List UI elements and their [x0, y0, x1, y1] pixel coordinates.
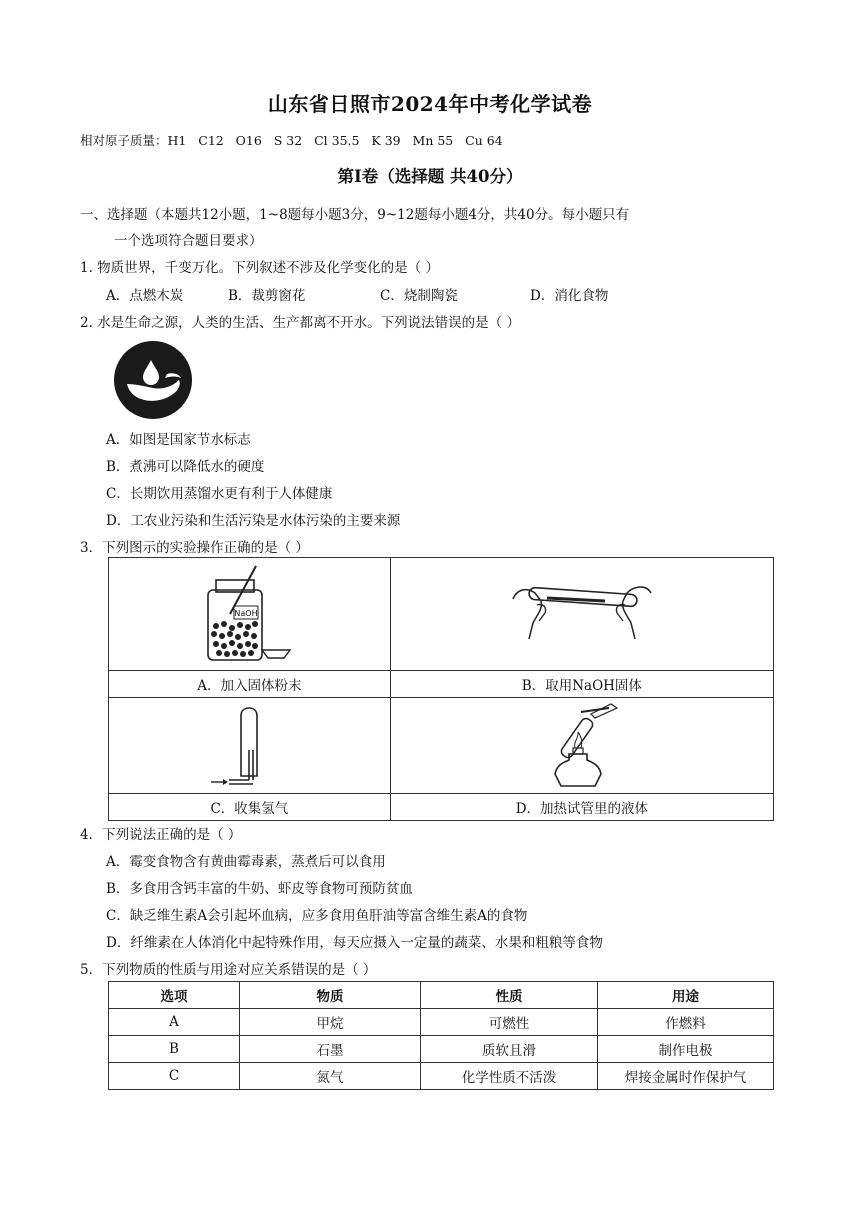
table-cell: A — [109, 1009, 240, 1036]
question-1-option-c: C．烧制陶瓷 — [380, 288, 458, 304]
table-cell: B — [109, 1036, 240, 1063]
figure-d-cell — [390, 698, 773, 794]
table-cell: 甲烷 — [240, 1009, 421, 1036]
question-2-stem: 2. 水是生命之源，人类的生活、生产都离不开水。下列说法错误的是（ ） — [80, 315, 520, 331]
question-1-option-b: B．裁剪窗花 — [228, 288, 306, 304]
question-4-option-b: B．多食用含钙丰富的牛奶、虾皮等食物可预防贫血 — [106, 881, 413, 897]
question-4-option-c: C．缺乏维生素A会引起坏血病，应多食用鱼肝油等富含维生素A的食物 — [106, 908, 528, 924]
question-3-stem: 3．下列图示的实验操作正确的是（ ） — [80, 540, 309, 556]
table-cell: 石墨 — [240, 1036, 421, 1063]
question-2-option-c: C．长期饮用蒸馏水更有利于人体健康 — [106, 486, 333, 502]
table-cell: 制作电极 — [598, 1036, 774, 1063]
naoh-label: NaOH — [234, 609, 258, 618]
page-title: 山东省日照市2024年中考化学试卷 — [267, 92, 593, 116]
question-4-stem: 4．下列说法正确的是（ ） — [80, 827, 242, 843]
question-2-option-a: A．如图是国家节水标志 — [106, 432, 251, 448]
reagent-jar-figure — [194, 564, 304, 664]
figure-a-cell — [109, 558, 391, 671]
intro-line-2: 一个选项符合题目要求） — [114, 233, 263, 249]
figure-b-caption: B．取用NaOH固体 — [390, 671, 773, 698]
gas-collection-figure — [209, 704, 289, 788]
question-5-stem: 5．下列物质的性质与用途对应关系错误的是（ ） — [80, 962, 377, 978]
figure-c-caption: C．收集氢气 — [109, 794, 391, 821]
section-title: 第Ⅰ卷（选择题 共40分） — [337, 167, 523, 186]
table-row — [109, 1036, 774, 1063]
table-row — [109, 1009, 774, 1036]
table-cell: 氮气 — [240, 1063, 421, 1090]
question-4-option-d: D．纤维素在人体消化中起特殊作用，每天应摄入一定量的蔬菜、水果和粗粮等食物 — [106, 935, 603, 951]
question-2-option-d: D．工农业污染和生活污染是水体污染的主要来源 — [106, 513, 401, 529]
section-intro — [80, 202, 790, 254]
table-cell: 作燃料 — [598, 1009, 774, 1036]
figure-a-caption: A．加入固体粉末 — [109, 671, 391, 698]
question-5-table — [108, 981, 774, 1090]
table-cell: 化学性质不活泼 — [421, 1063, 598, 1090]
question-1-stem: 1. 物质世界，千变万化。下列叙述不涉及化学变化的是（ ） — [80, 260, 439, 276]
water-saving-logo-icon — [113, 340, 193, 420]
table-header-row — [109, 982, 774, 1009]
heating-test-tube-figure — [537, 702, 627, 790]
header-usage: 用途 — [598, 982, 774, 1009]
intro-line-1: 一、选择题（本题共12小题，1~8题每小题3分，9~12题每小题4分，共40分。每小题只有 — [80, 207, 630, 223]
header-property: 性质 — [421, 982, 598, 1009]
question-3-figure-table — [108, 557, 774, 821]
question-4-option-a: A．霉变食物含有黄曲霉毒素，蒸煮后可以食用 — [106, 854, 386, 870]
atomic-masses: 相对原子质量：H1 C12 O16 S 32 Cl 35.5 K 39 Mn 55 Cu 64 — [80, 133, 503, 148]
table-cell: C — [109, 1063, 240, 1090]
table-cell: 焊接金属时作保护气 — [598, 1063, 774, 1090]
table-row — [109, 1063, 774, 1090]
figure-d-caption: D．加热试管里的液体 — [390, 794, 773, 821]
question-1-option-d: D．消化食物 — [530, 288, 609, 304]
question-2-option-b: B．煮沸可以降低水的硬度 — [106, 459, 265, 475]
table-cell: 可燃性 — [421, 1009, 598, 1036]
header-substance: 物质 — [240, 982, 421, 1009]
question-1-option-a: A．点燃木炭 — [106, 288, 184, 304]
hands-holding-tube-figure — [507, 569, 657, 659]
figure-b-cell — [390, 558, 773, 671]
header-option: 选项 — [109, 982, 240, 1009]
table-cell: 质软且滑 — [421, 1036, 598, 1063]
figure-c-cell — [109, 698, 391, 794]
